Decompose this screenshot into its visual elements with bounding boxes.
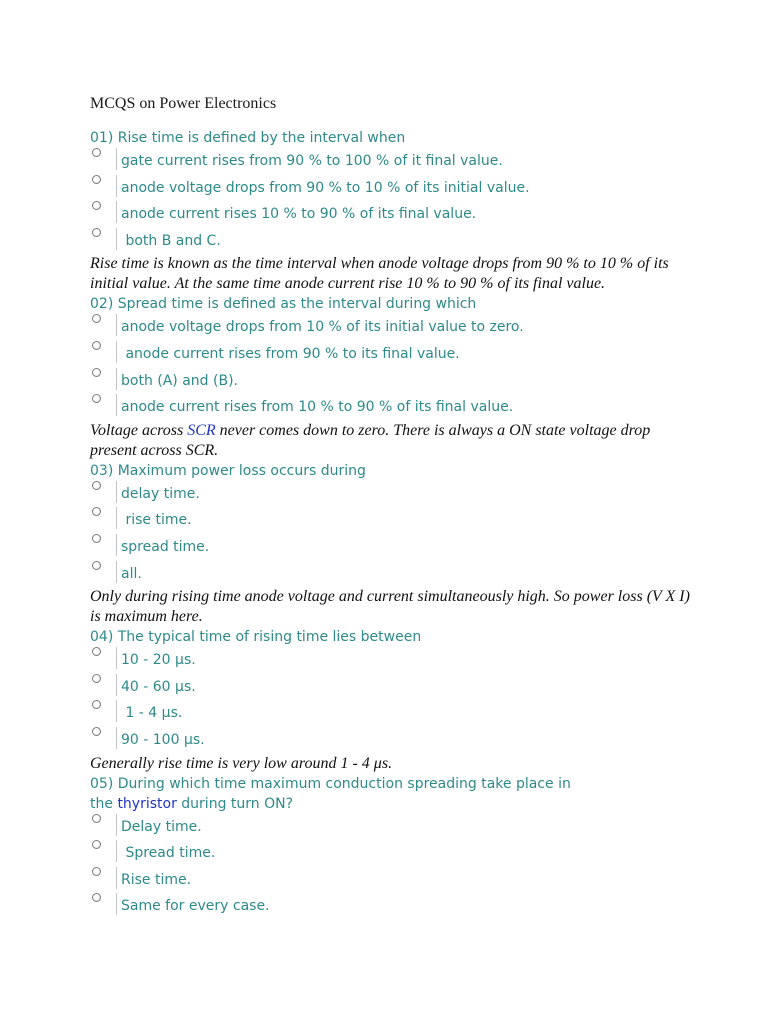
explanation-1: Rise time is known as the time interval when anode voltage drops from 90 % to 10 % of its initial value. At the same time anode current rise 10 % to 90 % of its final value. <box>90 255 669 293</box>
radio-button[interactable] <box>92 175 101 184</box>
option-label: spread time. <box>121 538 210 555</box>
option-5c[interactable] <box>90 867 690 894</box>
option-label: anode current rises 10 % to 90 % of its final value. <box>121 206 477 223</box>
option-label: Spread time. <box>121 845 216 862</box>
explanation-3: Only during rising time anode voltage and current simultaneously high. So power loss (V X I) is maximum here. <box>90 588 690 626</box>
radio-button[interactable] <box>92 534 101 543</box>
explanation-text: Voltage across <box>90 421 188 439</box>
explanation-2 <box>90 421 690 461</box>
radio-button[interactable] <box>92 561 101 570</box>
radio-button[interactable] <box>92 201 101 210</box>
divider <box>116 814 117 836</box>
option-label: anode voltage drops from 90 % to 10 % of its initial value. <box>121 179 530 196</box>
option-label: Rise time. <box>121 871 192 888</box>
thyristor-link[interactable]: thyristor <box>117 795 177 812</box>
divider <box>116 893 117 915</box>
radio-button[interactable] <box>92 481 101 490</box>
radio-button[interactable] <box>92 647 101 656</box>
option-label: delay time. <box>121 485 200 502</box>
option-label: all. <box>121 565 142 582</box>
explanation-text: never comes down to zero. There is always a ON state voltage drop present across SCR. <box>90 421 651 459</box>
option-1d[interactable] <box>90 228 690 255</box>
divider <box>116 727 117 749</box>
option-4a[interactable] <box>90 647 690 674</box>
option-2b[interactable] <box>90 341 690 368</box>
explanation-4: Generally rise time is very low around 1 - 4 μs. <box>90 754 393 772</box>
page-title: MCQS on Power Electronics <box>90 95 277 112</box>
option-label: anode current rises from 10 % to 90 % of its final value. <box>121 399 514 416</box>
radio-button[interactable] <box>92 341 101 350</box>
divider <box>116 368 117 390</box>
option-label: gate current rises from 90 % to 100 % of it final value. <box>121 153 503 169</box>
option-4b[interactable] <box>90 674 690 701</box>
question-3: 03) Maximum power loss occurs during <box>90 462 366 479</box>
divider <box>116 867 117 889</box>
option-label: 90 - 100 μs. <box>121 731 205 748</box>
option-1b[interactable] <box>90 175 690 202</box>
option-3c[interactable] <box>90 534 690 561</box>
option-4d[interactable] <box>90 727 690 754</box>
option-1c[interactable] <box>90 201 690 228</box>
option-3d[interactable] <box>90 561 690 588</box>
option-2d[interactable] <box>90 394 690 421</box>
option-1a[interactable] <box>90 148 690 175</box>
radio-button[interactable] <box>92 814 101 823</box>
question-1: 01) Rise time is defined by the interval when <box>90 130 406 146</box>
option-2c[interactable] <box>90 368 690 395</box>
option-3a[interactable] <box>90 481 690 508</box>
option-label: rise time. <box>121 512 192 529</box>
option-label: both (A) and (B). <box>121 372 238 389</box>
divider <box>116 481 117 503</box>
radio-button[interactable] <box>92 674 101 683</box>
question-text: during turn ON? <box>176 795 294 812</box>
divider <box>116 201 117 223</box>
radio-button[interactable] <box>92 893 101 902</box>
radio-button[interactable] <box>92 314 101 323</box>
radio-button[interactable] <box>92 727 101 736</box>
option-5b[interactable] <box>90 840 690 867</box>
option-3b[interactable] <box>90 507 690 534</box>
divider <box>116 674 117 696</box>
option-label: 40 - 60 μs. <box>121 678 196 695</box>
divider <box>116 840 117 862</box>
radio-button[interactable] <box>92 148 101 157</box>
radio-button[interactable] <box>92 700 101 709</box>
option-label: both B and C. <box>121 232 221 249</box>
divider <box>116 148 117 170</box>
question-4: 04) The typical time of rising time lies between <box>90 629 422 646</box>
question-5-line1: 05) During which time maximum conduction spreading take place in <box>90 775 571 792</box>
option-label: anode current rises from 90 % to its final value. <box>121 345 460 362</box>
scr-link[interactable]: SCR <box>187 421 216 439</box>
radio-button[interactable] <box>92 507 101 516</box>
option-label: 10 - 20 μs. <box>121 652 196 669</box>
divider <box>116 534 117 556</box>
divider <box>116 341 117 363</box>
divider <box>116 175 117 197</box>
radio-button[interactable] <box>92 394 101 403</box>
option-label: 1 - 4 μs. <box>121 705 183 722</box>
radio-button[interactable] <box>92 840 101 849</box>
divider <box>116 561 117 583</box>
radio-button[interactable] <box>92 368 101 377</box>
divider <box>116 314 117 336</box>
option-4c[interactable] <box>90 700 690 727</box>
question-2: 02) Spread time is defined as the interval during which <box>90 296 477 313</box>
option-label: Same for every case. <box>121 898 270 915</box>
divider <box>116 228 117 250</box>
divider <box>116 700 117 722</box>
radio-button[interactable] <box>92 228 101 237</box>
radio-button[interactable] <box>92 867 101 876</box>
option-label: anode voltage drops from 10 % of its initial value to zero. <box>121 319 524 336</box>
option-2a[interactable] <box>90 314 690 341</box>
divider <box>116 394 117 416</box>
divider <box>116 507 117 529</box>
document <box>90 93 690 920</box>
option-label: Delay time. <box>121 818 202 835</box>
option-5a[interactable] <box>90 814 690 841</box>
question-5-line2 <box>90 794 690 814</box>
divider <box>116 647 117 669</box>
option-5d[interactable] <box>90 893 690 920</box>
question-text: the <box>90 795 118 812</box>
